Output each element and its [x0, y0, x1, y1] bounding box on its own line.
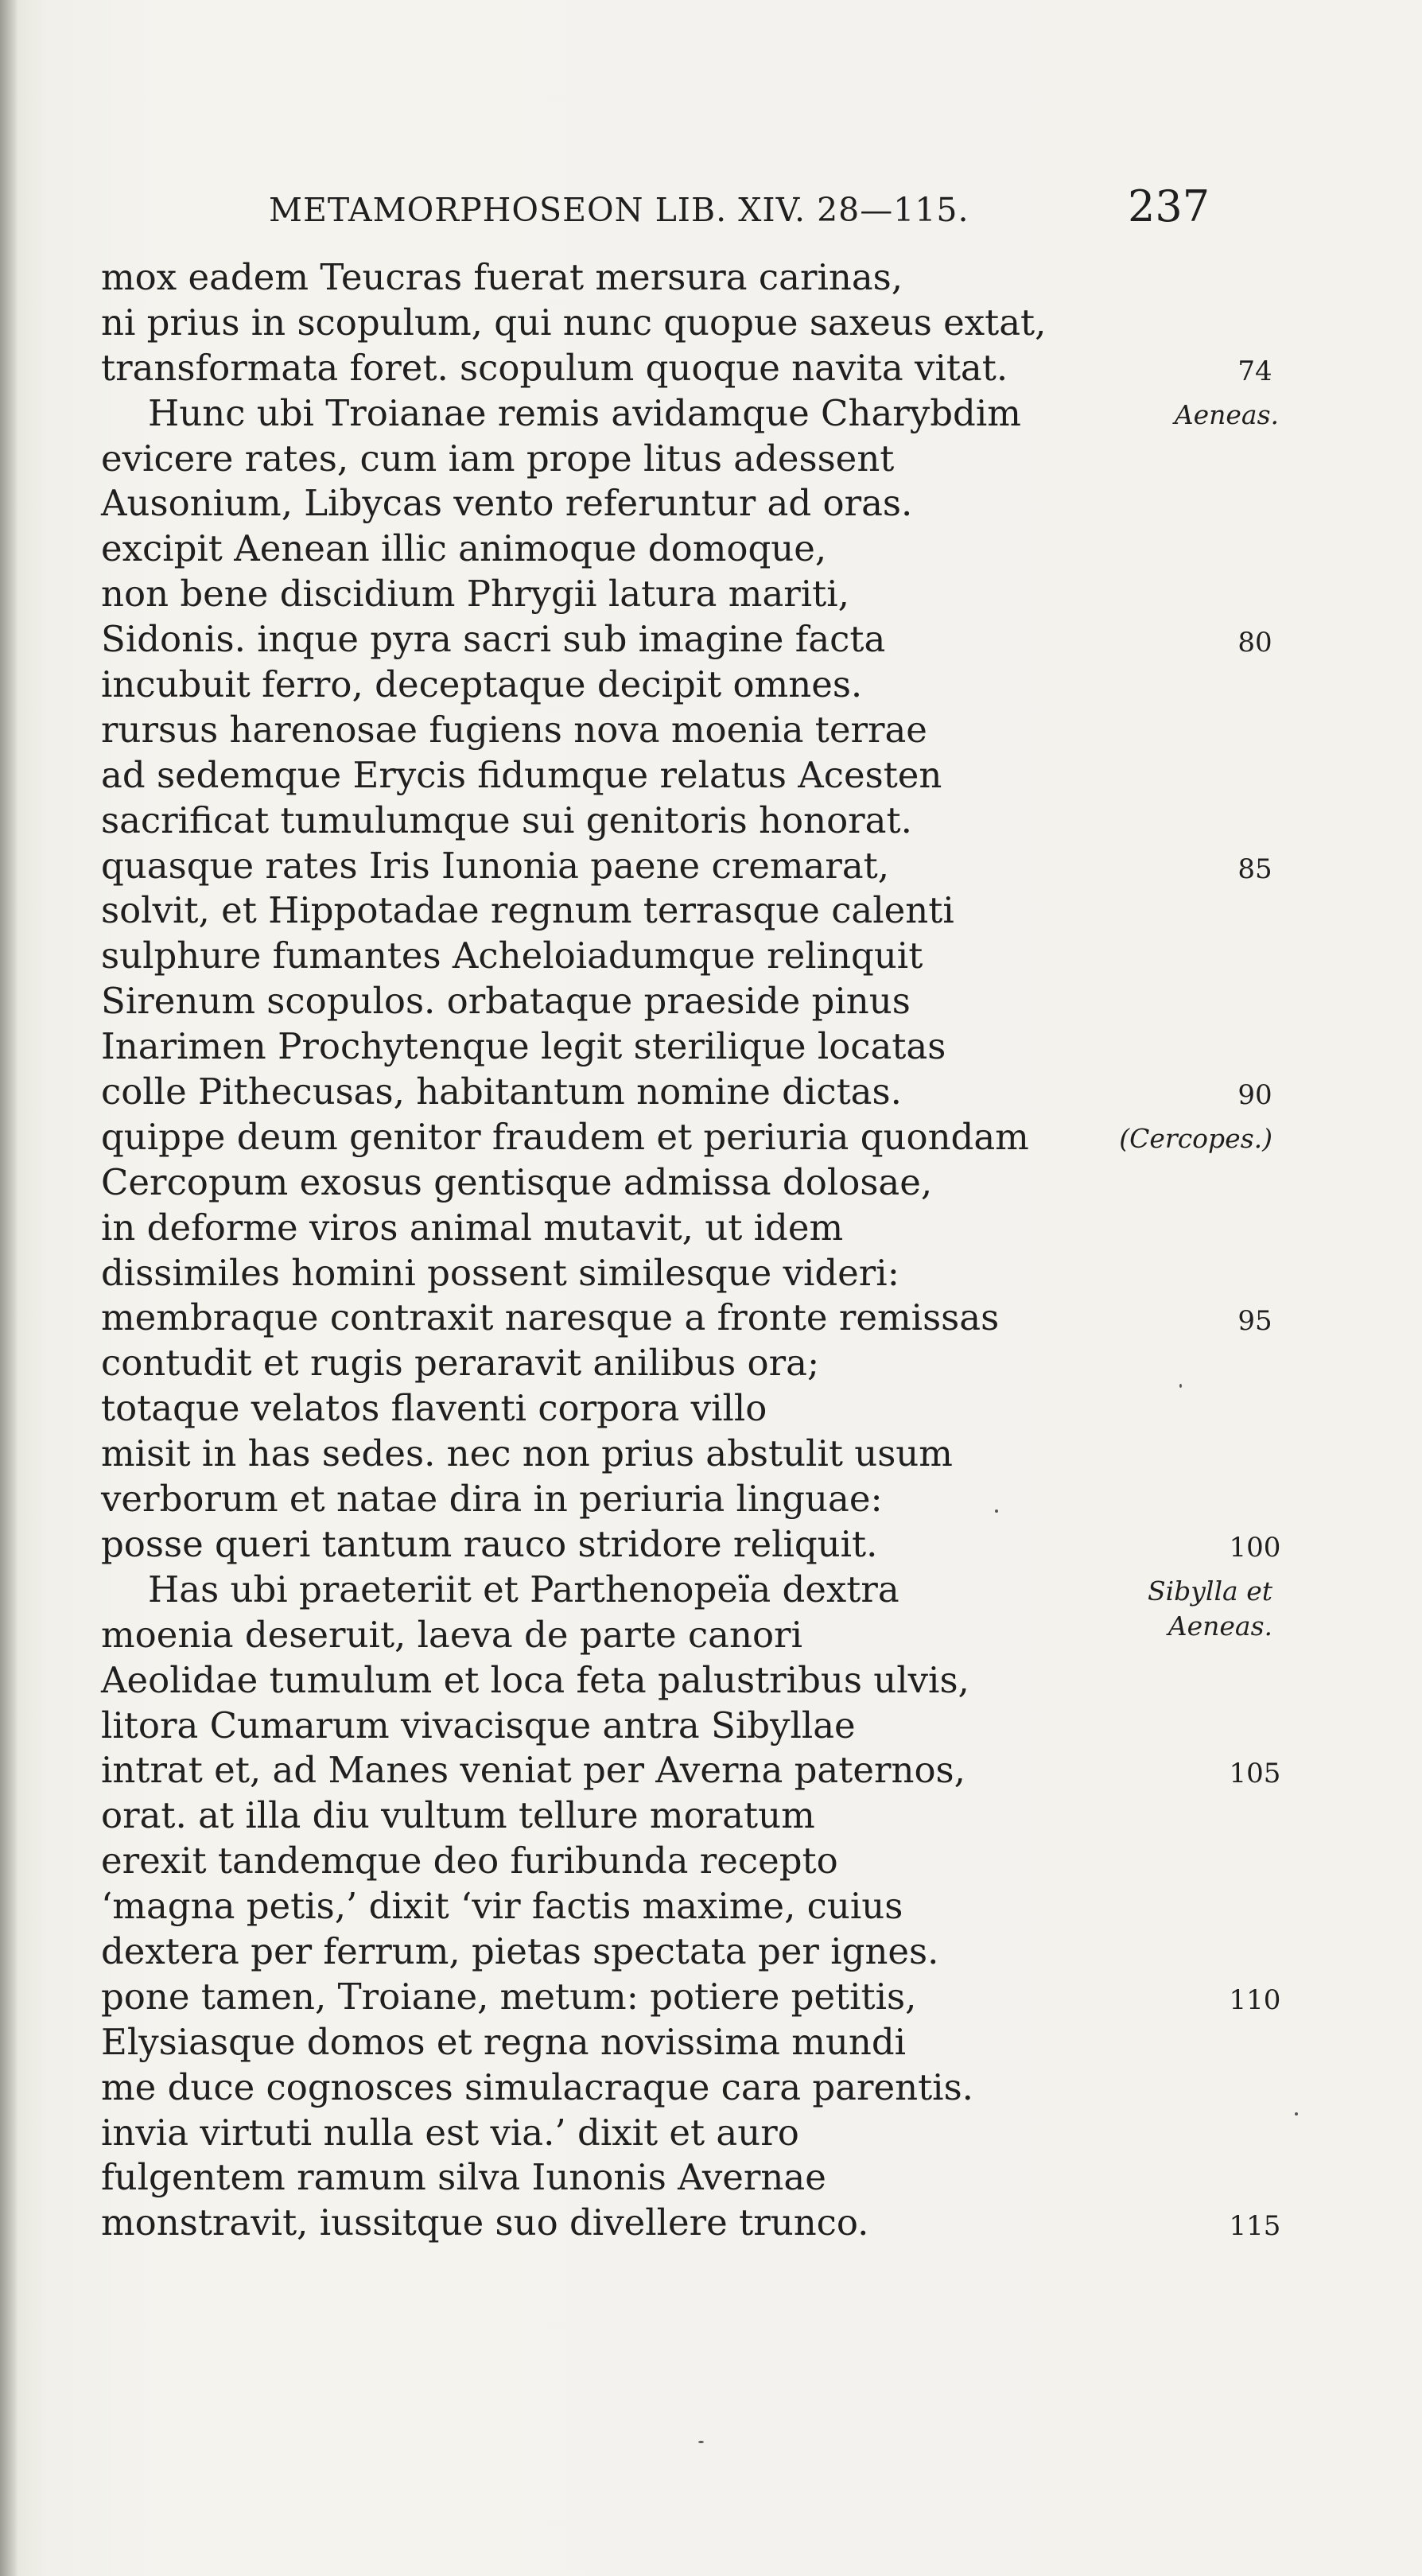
verse-text: intrat et, ad Manes veniat per Averna paternos, — [101, 1749, 965, 1792]
verse-text: solvit, et Hippotadae regnum terrasque calenti — [101, 889, 954, 932]
verse-text: pone tamen, Troiane, metum: potiere petitis, — [101, 1975, 917, 2018]
verse-text: rursus harenosae fugiens nova moenia terrae — [101, 708, 927, 751]
verse-text: incubuit ferro, deceptaque decipit omnes. — [101, 663, 863, 706]
verse-text: transformata foret. scopulum quoque navita vitat. — [101, 346, 1008, 389]
verse-text: Sirenum scopulos. orbataque praeside pinus — [101, 980, 911, 1023]
verse-line — [0, 2064, 1422, 2109]
verse-line — [0, 2154, 1422, 2199]
verse-line — [0, 1521, 1422, 1566]
verse-text: totaque velatos flaventi corpora villo — [101, 1387, 767, 1430]
verse-line — [0, 797, 1422, 842]
verse-text: me duce cognosces simulacraque cara parentis. — [101, 2065, 973, 2108]
verse-text: dextera per ferrum, pietas spectata per ignes. — [101, 1929, 939, 1972]
verse-text: moenia deseruit, laeva de parte canori — [101, 1613, 802, 1656]
ink-speck — [1295, 2112, 1298, 2116]
verse-line — [0, 1339, 1422, 1385]
verse-text: ad sedemque Erycis fidumque relatus Acesten — [101, 753, 942, 796]
verse-line — [0, 2109, 1422, 2154]
verse-text: Elysiasque domos et regna novissima mundi — [101, 2020, 907, 2063]
verse-line — [0, 390, 1422, 435]
verse-line — [0, 1475, 1422, 1521]
verse-line — [0, 1928, 1422, 1973]
verse-line — [0, 1430, 1422, 1475]
ink-speck — [1179, 1384, 1182, 1388]
line-number: 95 — [1237, 1305, 1272, 1338]
verse-line — [0, 1023, 1422, 1068]
verse-line — [0, 1113, 1422, 1159]
verse-text: in deforme viros animal mutavit, ut idem — [101, 1206, 844, 1249]
verse-text: dissimiles homini possent similesque videri: — [101, 1251, 899, 1294]
page-header — [0, 181, 1422, 237]
verse-line — [0, 1973, 1422, 2018]
verse-line — [0, 435, 1422, 480]
verse-text: ni prius in scopulum, qui nunc quopue saxeus extat, — [101, 301, 1047, 344]
verse-text: membraque contraxit naresque a fronte remissas — [101, 1296, 1000, 1339]
verse-text: Ausonium, Libycas vento referuntur ad oras. — [101, 482, 913, 525]
page-number: 237 — [1128, 181, 1210, 231]
verse-line — [0, 887, 1422, 932]
verse-block — [0, 254, 1422, 2244]
line-number: 80 — [1237, 627, 1272, 659]
verse-line — [0, 299, 1422, 344]
margin-note — [1175, 399, 1279, 431]
verse-line — [0, 752, 1422, 797]
verse-line — [0, 1385, 1422, 1430]
verse-text: sacrificat tumulumque sui genitoris honorat. — [101, 798, 912, 841]
verse-line — [0, 977, 1422, 1023]
line-number: 105 — [1229, 1758, 1281, 1790]
verse-text: excipit Aenean illic animoque domoque, — [101, 527, 827, 570]
verse-text: invia virtuti nulla est via.’ dixit et auro — [101, 2111, 799, 2154]
verse-text: erexit tandemque deo furibunda recepto — [101, 1840, 838, 1882]
margin-note-text: Sibylla et — [1148, 1575, 1272, 1607]
verse-line — [0, 1294, 1422, 1339]
verse-line — [0, 1792, 1422, 1837]
verse-text: Has ubi praeteriit et Parthenopeïa dextra — [148, 1568, 899, 1610]
verse-text: quippe deum genitor fraudem et periuria quondam — [101, 1115, 1029, 1158]
verse-text: Hunc ubi Troianae remis avidamque Charybdim — [148, 391, 1021, 434]
verse-text: posse queri tantum rauco stridore reliquit. — [101, 1522, 878, 1565]
verse-line — [0, 932, 1422, 977]
verse-line — [0, 1068, 1422, 1113]
verse-text: verborum et natae dira in periuria linguae: — [101, 1478, 883, 1521]
verse-line — [0, 2199, 1422, 2244]
verse-line — [0, 661, 1422, 706]
verse-text: mox eadem Teucras fuerat mersura carinas, — [101, 256, 903, 298]
verse-line — [0, 570, 1422, 616]
line-number: 90 — [1237, 1079, 1272, 1112]
verse-line — [0, 1746, 1422, 1792]
verse-line — [0, 344, 1422, 390]
line-number: 85 — [1237, 853, 1272, 885]
verse-text: fulgentem ramum silva Iunonis Avernae — [101, 2156, 826, 2199]
verse-line — [0, 1882, 1422, 1928]
verse-line — [0, 842, 1422, 888]
verse-line — [0, 1702, 1422, 1747]
verse-line — [0, 1611, 1422, 1657]
margin-note-text: (Cercopes.) — [1119, 1122, 1272, 1154]
verse-text: Cercopum exosus gentisque admissa dolosae, — [101, 1160, 933, 1203]
verse-line — [0, 1837, 1422, 1882]
margin-note — [1119, 1123, 1272, 1155]
verse-line — [0, 1657, 1422, 1702]
verse-line — [0, 1159, 1422, 1204]
verse-text: misit in has sedes. nec non prius abstulit usum — [101, 1432, 953, 1475]
verse-text: Aeolidae tumulum et loca feta palustribus ulvis, — [101, 1658, 969, 1701]
verse-line — [0, 616, 1422, 661]
ink-speck — [995, 1509, 998, 1513]
verse-text: evicere rates, cum iam prope litus adessent — [101, 437, 895, 480]
ink-speck — [698, 2441, 704, 2443]
verse-line — [0, 1204, 1422, 1249]
verse-line — [0, 480, 1422, 525]
line-number: 100 — [1229, 1531, 1281, 1564]
running-head: METAMORPHOSEON LIB. XIV. 28—115. — [269, 191, 969, 229]
verse-line — [0, 1249, 1422, 1295]
verse-text: sulphure fumantes Acheloiadumque relinquit — [101, 934, 923, 977]
verse-text: contudit et rugis peraravit anilibus ora; — [101, 1342, 820, 1385]
verse-text: quasque rates Iris Iunonia paene cremarat, — [101, 844, 890, 887]
verse-text: monstravit, iussitque suo divellere trunco. — [101, 2201, 869, 2244]
verse-text: non bene discidium Phrygii latura mariti, — [101, 573, 849, 616]
verse-text: Sidonis. inque pyra sacri sub imagine facta — [101, 618, 886, 661]
line-number: 115 — [1229, 2210, 1281, 2243]
margin-note-text: Aeneas. — [1168, 1610, 1272, 1642]
verse-text: colle Pithecusas, habitantum nomine dictas. — [101, 1070, 902, 1113]
verse-line — [0, 254, 1422, 299]
verse-line — [0, 2018, 1422, 2064]
margin-note-text: Aeneas. — [1174, 398, 1279, 430]
verse-line — [0, 525, 1422, 570]
line-number: 74 — [1237, 355, 1272, 387]
verse-text: litora Cumarum vivacisque antra Sibyllae — [101, 1704, 856, 1746]
verse-text: Inarimen Prochytenque legit sterilique locatas — [101, 1025, 946, 1068]
verse-text: ‘magna petis,’ dixit ‘vir factis maxime, cuius — [101, 1885, 903, 1928]
line-number: 110 — [1229, 1983, 1281, 2016]
verse-text: orat. at illa diu vultum tellure moratum — [101, 1794, 815, 1837]
verse-line — [0, 706, 1422, 752]
